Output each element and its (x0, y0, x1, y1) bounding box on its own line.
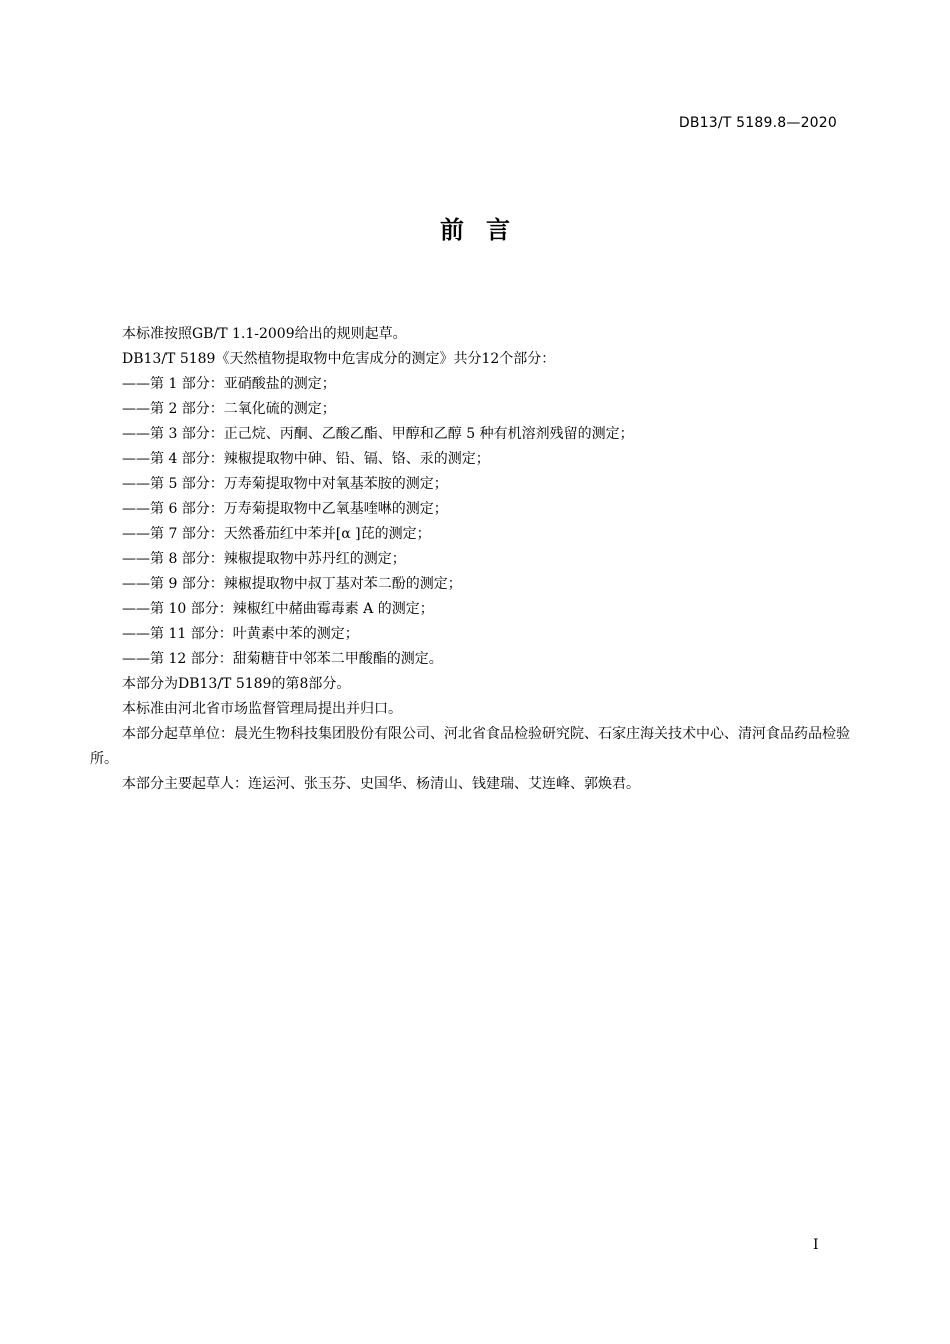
page-title: 前言 (440, 216, 532, 244)
list-item-part-7: ——第 7 部分：天然番茄红中苯并[α ]芘的测定； (122, 526, 431, 542)
document-body (90, 322, 850, 797)
list-item-part-12: ——第 12 部分：甜菊糖苷中邻苯二甲酸酯的测定。 (122, 651, 443, 667)
list-item-part-11: ——第 11 部分：叶黄素中苯的测定； (122, 626, 359, 642)
paragraph-series-intro: DB13/T 5189《天然植物提取物中危害成分的测定》共分12个部分： (122, 351, 556, 367)
paragraph-this-part: 本部分为DB13/T 5189的第8部分。 (122, 676, 351, 692)
list-item-part-10: ——第 10 部分：辣椒红中赭曲霉毒素 A 的测定； (122, 601, 434, 617)
list-item-part-2: ——第 2 部分：二氧化硫的测定； (122, 401, 336, 417)
standard-code: DB13/T 5189.8—2020 (678, 115, 837, 131)
list-item-part-4: ——第 4 部分：辣椒提取物中砷、铅、镉、铬、汞的测定； (122, 451, 490, 467)
paragraph-drafters: 本部分主要起草人：连运河、张玉芬、史国华、杨清山、钱建瑞、艾连峰、郭焕君。 (122, 776, 640, 792)
list-item-part-8: ——第 8 部分：辣椒提取物中苏丹红的测定； (122, 551, 406, 567)
paragraph-drafting-units: 本部分起草单位：晨光生物科技集团股份有限公司、河北省食品检验研究院、石家庄海关技术中心、清河食品药品检验所。 (90, 726, 850, 767)
list-item-part-1: ——第 1 部分：亚硝酸盐的测定； (122, 376, 336, 392)
list-item-part-5: ——第 5 部分：万寿菊提取物中对氧基苯胺的测定； (122, 476, 448, 492)
paragraph-proposed-by: 本标准由河北省市场监督管理局提出并归口。 (122, 701, 402, 717)
list-item-part-3: ——第 3 部分：正己烷、丙酮、乙酸乙酯、甲醇和乙醇 5 种有机溶剂残留的测定； (122, 426, 634, 442)
paragraph-drafting-rule: 本标准按照GB/T 1.1-2009给出的规则起草。 (122, 326, 407, 342)
list-item-part-6: ——第 6 部分：万寿菊提取物中乙氧基喹啉的测定； (122, 501, 448, 517)
list-item-part-9: ——第 9 部分：辣椒提取物中叔丁基对苯二酚的测定； (122, 576, 462, 592)
page-number: I (813, 1237, 819, 1253)
